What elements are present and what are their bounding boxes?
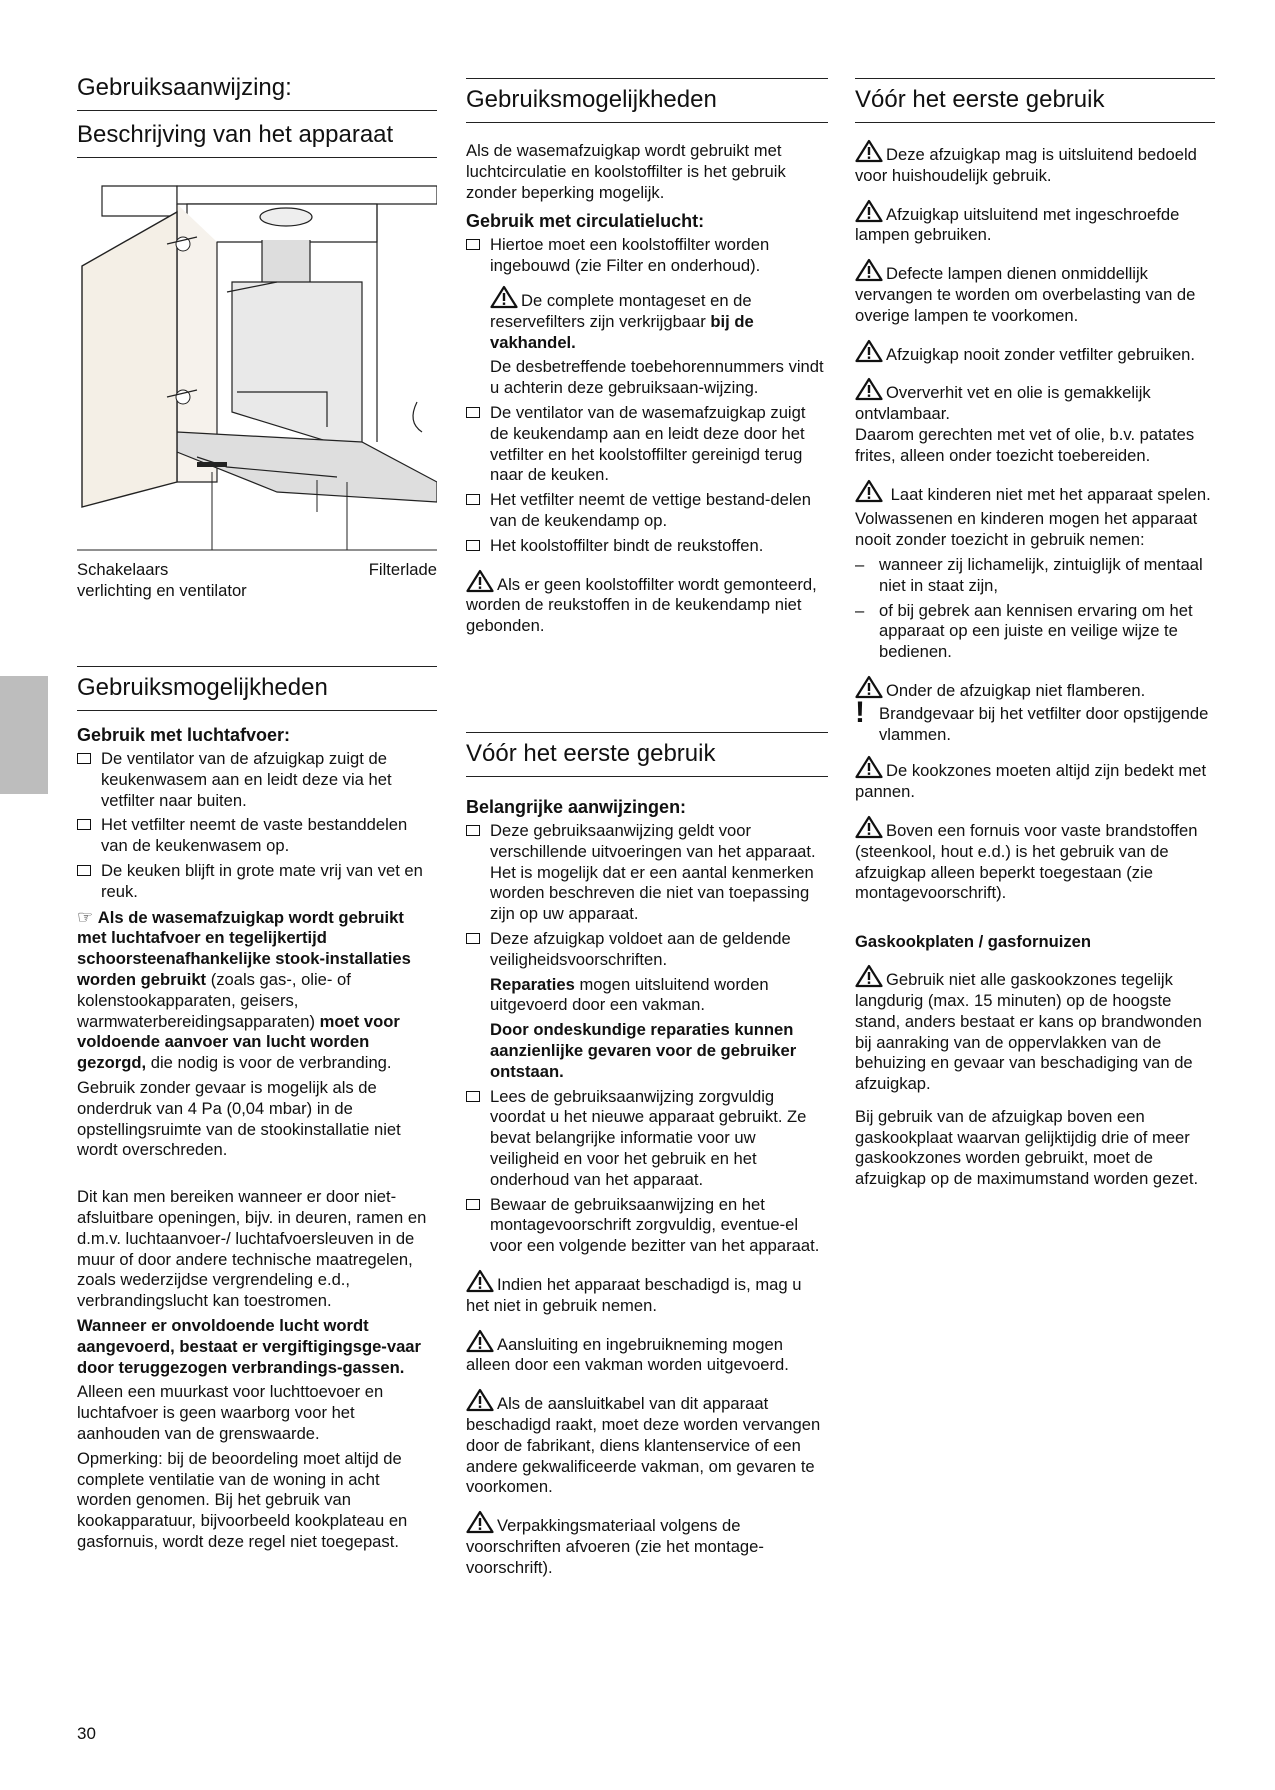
checkbox-bullet-icon	[466, 1091, 480, 1102]
chimney-note: ☞ Als de wasemafzuigkap wordt gebruikt met luchtafvoer en tegelijkertijd schoorsteenafhankelijke stook-installaties worden gebruikt (zoals gas-, olie- of kolenstookapparaten, geisers, warmwaterbereidingsapparaten) moet voor voldoende aanvoer van lucht worden gezorgd, die nodig is voor de verbranding.	[77, 906, 411, 1073]
section-tab-marker	[0, 676, 48, 794]
checkbox-bullet-icon	[466, 933, 480, 944]
warning-defect-lamps: Defecte lampen dienen onmiddellijk vervangen te worden om overbelasting van de overige lampen te voorkomen.	[855, 258, 1215, 326]
important-subheading: Belangrijke aanwijzingen:	[466, 797, 687, 817]
warning-no-filter: Als er geen koolstoffilter wordt gemonteerd, worden de reukstoffen in de keukendamp niet gebonden.	[466, 569, 828, 637]
warning-icon	[855, 199, 883, 223]
warning-cable: Als de aansluitkabel van dit apparaat beschadigd raakt, moet deze worden vervangen door de fabrikant, diens klantenservice of een andere gekwalificeerde vakman, om gevaren te voorkomen.	[466, 1388, 828, 1498]
label-switches-sub: verlichting en ventilator	[77, 580, 247, 600]
warning-flambe: Onder de afzuigkap niet flamberen.	[855, 675, 1215, 702]
warning-icon	[855, 755, 883, 779]
checkbox-bullet-icon	[466, 825, 480, 836]
warning-icon	[466, 1269, 494, 1293]
warning-icon	[855, 339, 883, 363]
list-item: Het vetfilter neemt de vaste bestanddelen van de keukenwasem op.	[77, 815, 437, 857]
page-number: 30	[77, 1724, 96, 1743]
warning-children: Laat kinderen niet met het apparaat spelen.	[855, 479, 1215, 506]
description-heading: Beschrijving van het apparaat	[77, 121, 437, 158]
circulation-subheading: Gebruik met circulatielucht:	[466, 211, 705, 232]
warning-icon	[490, 285, 518, 309]
usage-heading-2: Gebruiksmogelijkheden	[466, 78, 828, 123]
repair-warning: Door ondeskundige reparaties kunnen aanzienlijke gevaren voor de gebruiker ontstaan.	[490, 1020, 797, 1081]
warning-icon	[466, 1329, 494, 1353]
warning-icon	[855, 139, 883, 163]
dash-item: – wanneer zij lichamelijk, zintuiglijk of mentaal niet in staat zijn,	[855, 554, 1203, 595]
intro-paragraph: Als de wasemafzuigkap wordt gebruikt met luchtcirculatie en koolstoffilter is het gebruik zonder beperking mogelijk.	[466, 141, 786, 202]
list-item: Het koolstoffilter bindt de reukstoffen.	[466, 536, 828, 557]
list-item: Lees de gebruiksaanwijzing zorgvuldig voordat u het nieuwe apparaat gebruikt. Ze bevat belangrijke informatie voor uw veiligheid en voor het gebruik en het onderhoud van het apparaat.	[466, 1087, 828, 1191]
checkbox-bullet-icon	[466, 407, 480, 418]
warning-icon	[466, 569, 494, 593]
warning-icon	[855, 815, 883, 839]
danger-paragraph: Wanneer er onvoldoende lucht wordt aangevoerd, bestaat er vergiftigingsge-vaar door teruggezogen verbrandings-gassen.	[77, 1315, 421, 1377]
warning-connect: Aansluiting en ingebruikneming mogen alleen door een vakman worden uitgevoerd.	[466, 1329, 828, 1377]
warning-icon	[466, 1388, 494, 1412]
safe-use-paragraph: Gebruik zonder gevaar is mogelijk als de onderdruk van 4 Pa (0,04 mbar) in de opstellingsruimte van de stookinstallatie niet wordt overschreden.	[77, 1077, 401, 1160]
warning-icon	[855, 258, 883, 282]
warning-icon	[855, 964, 883, 988]
warning-damaged: Indien het apparaat beschadigd is, mag u het niet in gebruik nemen.	[466, 1269, 828, 1317]
warning-overheated: Oververhit vet en olie is gemakkelijk ontvlambaar.	[855, 377, 1215, 425]
warning-grease-filter: Afzuigkap nooit zonder vetfilter gebruiken.	[855, 339, 1215, 366]
remark-paragraph: Opmerking: bij de beoordeling moet altijd de complete ventilatie van de woning in acht worden genomen. Bij het gebruik van kookapparatuur, bijvoorbeeld kookplateau en gasfornuis, wordt deze regel niet toegepast.	[77, 1448, 408, 1551]
fire-hazard-note: ! Brandgevaar bij het vetfilter door opstijgende vlammen.	[855, 684, 1215, 750]
warning-icon	[855, 377, 883, 401]
adults-paragraph: Volwassenen en kinderen mogen het apparaat nooit zonder toezicht in gebruik nemen:	[855, 509, 1198, 550]
list-item: Deze gebruiksaanwijzing geldt voor verschillende uitvoeringen van het apparaat. Het is mogelijk dat er een aantal kenmerken worden beschreven die niet van toepassing zijn op uw apparaat.	[466, 821, 828, 925]
first-use-heading-2: Vóór het eerste gebruik	[855, 78, 1215, 123]
list-item: De keuken blijft in grote mate vrij van vet en reuk.	[77, 861, 437, 903]
list-item: Hiertoe moet een koolstoffilter worden ingebouwd (zie Filter en onderhoud).	[466, 235, 828, 277]
checkbox-bullet-icon	[77, 753, 91, 764]
warning-icon	[855, 479, 883, 503]
warning-household: Deze afzuigkap mag is uitsluitend bedoeld voor huishoudelijk gebruik.	[855, 139, 1215, 187]
gas-paragraph: Bij gebruik van de afzuigkap boven een gaskookplaat waarvan gelijktijdig drie of meer gaskookzones worden gebruikt, moet de afzuigkap op de maximumstand worden gezet.	[855, 1106, 1199, 1189]
checkbox-bullet-icon	[466, 239, 480, 250]
list-item: Het vetfilter neemt de vettige bestand-delen van de keukendamp op.	[466, 490, 828, 532]
warning-lamps: Afzuigkap uitsluitend met ingeschroefde lampen gebruiken.	[855, 199, 1215, 247]
checkbox-bullet-icon	[466, 540, 480, 551]
dash-item: – of bij gebrek aan kennisen ervaring om het apparaat op een juiste en veilige wijze te bedienen.	[855, 600, 1193, 662]
appliance-illustration	[77, 182, 437, 562]
gas-subheading: Gaskookplaten / gasfornuizen	[855, 932, 1092, 952]
exclamation-icon: !	[855, 695, 865, 729]
list-item: De ventilator van de wasemafzuigkap zuigt de keukendamp aan en leidt deze door het vetfilter en het koolstoffilter gereinigd terug naar de keuken.	[466, 403, 828, 486]
cabinet-paragraph: Alleen een muurkast voor luchttoevoer en luchtafvoer is geen waarborg voor het aanhouden van de grenswaarde.	[77, 1382, 384, 1443]
warning-kit: De complete montageset en de reservefilters zijn verkrijgbaar bij de vakhandel.	[490, 285, 828, 353]
manual-title: Gebruiksaanwijzing:	[77, 74, 437, 111]
first-use-heading: Vóór het eerste gebruik	[466, 732, 828, 777]
exhaust-subheading: Gebruik met luchtafvoer:	[77, 725, 291, 745]
warning-overheated-detail: Daarom gerechten met vet of olie, b.v. patates frites, alleen onder toezicht toebereiden.	[855, 424, 1195, 465]
accessory-note: De desbetreffende toebehorennummers vindt u achterin deze gebruiksaan-wijzing.	[490, 357, 824, 398]
label-filter-drawer: Filterlade	[368, 560, 437, 579]
warning-cover-zones: De kookzones moeten altijd zijn bedekt met pannen.	[855, 755, 1215, 803]
pointing-hand-icon: ☞	[77, 906, 94, 927]
label-switches: Schakelaars	[77, 560, 169, 579]
warning-gas-zones: Gebruik niet alle gaskookzones tegelijk langdurig (max. 15 minuten) op de hoogste stand, anders bestaat er kans op brandwonden bij aanraking van de oppervlakken van de behuizing en gevaar van beschadiging van de afzuigkap.	[855, 964, 1215, 1095]
usage-heading: Gebruiksmogelijkheden	[77, 666, 437, 711]
list-item: Deze afzuigkap voldoet aan de geldende veiligheidsvoorschriften.	[466, 929, 828, 971]
checkbox-bullet-icon	[466, 494, 480, 505]
list-item: De ventilator van de afzuigkap zuigt de keukenwasem aan en leidt deze via het vetfilter naar buiten.	[77, 749, 437, 811]
warning-packaging: Verpakkingsmateriaal volgens de voorschriften afvoeren (zie het montage-voorschrift).	[466, 1510, 828, 1578]
achieve-paragraph: Dit kan men bereiken wanneer er door niet-afsluitbare openingen, bijv. in deuren, ramen en d.m.v. luchtaanvoer-/ luchtafvoersleuven in de muur of door andere technische maatregelen, zoals wederzijdse vergrendeling e.d., verbrandingslucht kan toestromen.	[77, 1187, 427, 1311]
checkbox-bullet-icon	[466, 1199, 480, 1210]
repair-paragraph: Reparaties mogen uitsluitend worden uitgevoerd door een vakman.	[490, 974, 769, 1015]
checkbox-bullet-icon	[77, 865, 91, 876]
warning-icon	[466, 1510, 494, 1534]
list-item: Bewaar de gebruiksaanwijzing en het montagevoorschrift zorgvuldig, eventue-el voor een volgende bezitter van het apparaat.	[466, 1195, 828, 1257]
checkbox-bullet-icon	[77, 819, 91, 830]
warning-solid-fuel: Boven een fornuis voor vaste brandstoffen (steenkool, hout e.d.) is het gebruik van de afzuigkap alleen beperkt toegestaan (zie montagevoorschrift).	[855, 815, 1215, 904]
